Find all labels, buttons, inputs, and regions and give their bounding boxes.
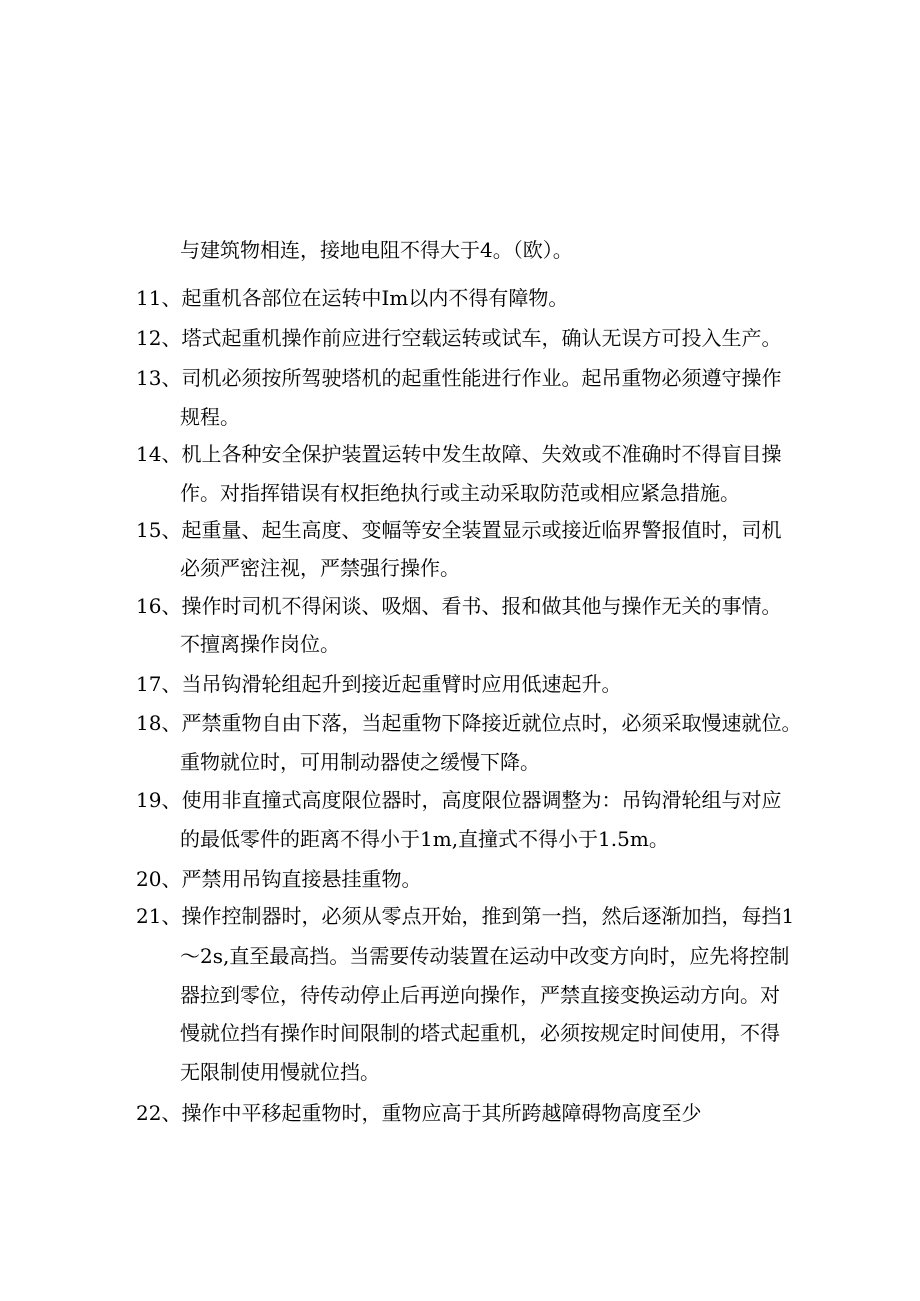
item-17-line-1: 17、当吊钩滑轮组起升到接近起重臂时应用低速起升。 [136, 672, 622, 696]
item-16-line-1: 16、操作时司机不得闲谈、吸烟、看书、报和做其他与操作无关的事情。 [136, 594, 782, 618]
item-14-line-2: 作。对指挥错误有权拒绝执行或主动采取防范或相应紧急措施。 [180, 481, 740, 505]
item-18-line-1: 18、严禁重物自由下落，当起重物下降接近就位点时，必须采取慢速就位。 [136, 711, 802, 735]
item-14-line-1: 14、机上各种安全保护装置运转中发生故障、失效或不准确时不得盲目操 [136, 442, 782, 466]
item-21-line-5: 无限制使用慢就位挡。 [180, 1060, 380, 1084]
continuation-line: 与建筑物相连，接地电阻不得大于4。（欧）。 [180, 238, 573, 262]
item-13-line-1: 13、司机必须按所驾驶塔机的起重性能进行作业。起吊重物必须遵守操作 [136, 366, 782, 390]
item-21-line-3: 器拉到零位，待传动停止后再逆向操作，严禁直接变换运动方向。对 [180, 983, 780, 1007]
item-21-line-4: 慢就位挡有操作时间限制的塔式起重机，必须按规定时间使用，不得 [180, 1021, 780, 1045]
item-19-line-2: 的最低零件的距离不得小于1m,直撞式不得小于1.5m。 [180, 827, 669, 851]
item-21-line-2: ～2s,直至最高挡。当需要传动装置在运动中改变方向时，应先将控制 [180, 944, 790, 968]
item-15-line-2: 必须严密注视，严禁强行操作。 [180, 556, 460, 580]
item-18-line-2: 重物就位时，可用制动器使之缓慢下降。 [180, 750, 540, 774]
item-22-line-1: 22、操作中平移起重物时，重物应高于其所跨越障碍物高度至少 [136, 1101, 702, 1125]
item-12-line-1: 12、塔式起重机操作前应进行空载运转或试车，确认无误方可投入生产。 [136, 326, 782, 350]
item-16-line-2: 不擅离操作岗位。 [180, 632, 340, 656]
item-19-line-1: 19、使用非直撞式高度限位器时，高度限位器调整为：吊钩滑轮组与对应 [136, 788, 782, 812]
item-11-line-1: 11、起重机各部位在运转中Im以内不得有障物。 [136, 286, 569, 310]
item-21-line-1: 21、操作控制器时，必须从零点开始，推到第一挡，然后逐渐加挡，每挡1 [136, 904, 795, 928]
item-15-line-1: 15、起重量、起生高度、变幅等安全装置显示或接近临界警报值时，司机 [136, 518, 782, 542]
item-13-line-2: 规程。 [180, 405, 240, 429]
item-20-line-1: 20、严禁用吊钩直接悬挂重物。 [136, 867, 422, 891]
